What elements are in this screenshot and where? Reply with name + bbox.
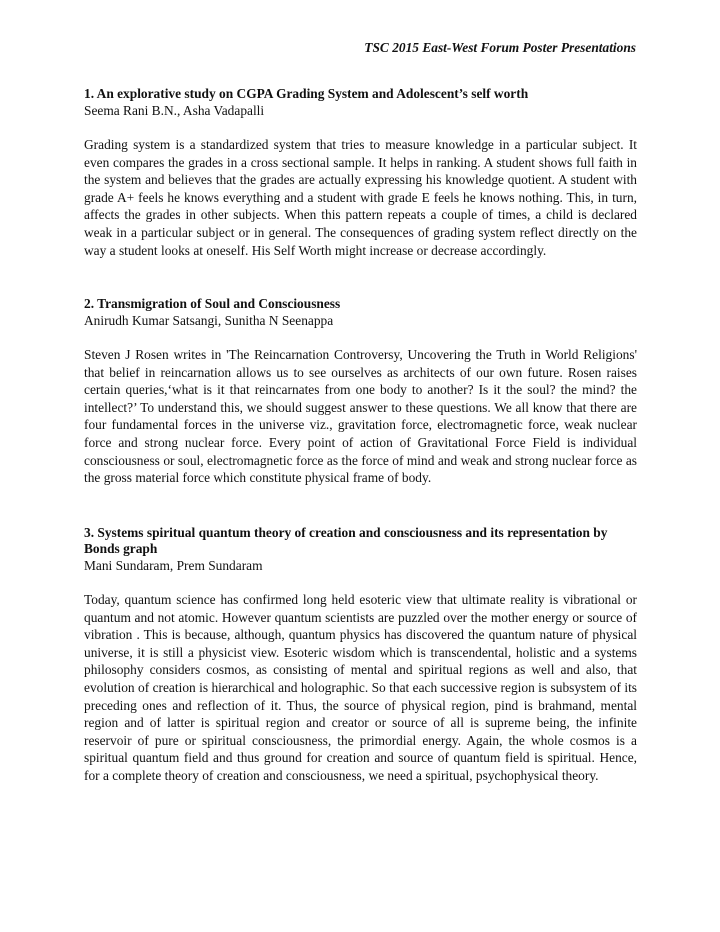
article-title: 3. Systems spiritual quantum theory of creation and consciousness and its representation by Bonds graph <box>84 525 608 556</box>
article-authors: Seema Rani B.N., Asha Vadapalli <box>84 103 265 118</box>
article-3 <box>84 525 637 785</box>
article-abstract: Today, quantum science has confirmed long held esoteric view that ultimate reality is vibrational or quantum and not atomic. However quantum scientists are puzzled over the mother energy or source of vibration . This is because, although, quantum physics has discovered the quantum nature of physical universe, it is still a physicist view. Esoteric wisdom which is transcendental, holistic and a systems philosophy considers cosmos, as consisting of mental and spiritual regions as well and also, that evolution of creation is hierarchical and holographic. So that each successive region is subsystem of its preceding ones and reflection of it. Thus, the source of physical region, pind is brahmand, mental region and of latter is spiritual region and creator or source of all is supreme being, the infinite reservoir of pure or spiritual consciousness, the primordial energy. Again, the whole cosmos is a spiritual quantum field and thus ground for creation and source of quantum field is spiritual. Hence, for a complete theory of creation and consciousness, we need a spiritual, psychophysical theory. <box>84 592 637 783</box>
running-header: TSC 2015 East-West Forum Poster Presentations <box>364 40 636 55</box>
article-authors: Anirudh Kumar Satsangi, Sunitha N Seenappa <box>84 313 334 328</box>
article-2 <box>84 296 637 487</box>
article-abstract: Steven J Rosen writes in 'The Reincarnation Controversy, Uncovering the Truth in World Religions' that belief in reincarnation allows us to see ourselves as architects of our own future. Rosen raises certain queries,‘what is it that reincarnates from one body to another? Is it the soul? the mind? the intellect?’ To understand this, we should suggest answer to these questions. We all know that there are four fundamental forces in the universe viz., gravitation force, electromagnetic force, weak nuclear force and strong nuclear force. Every point of action of Gravitational Force Field is individual consciousness or soul, electromagnetic force as the force of mind and weak and strong nuclear force as the gross material force which constitute physical frame of body. <box>84 347 637 486</box>
article-title: 2. Transmigration of Soul and Consciousness <box>84 296 341 311</box>
article-authors: Mani Sundaram, Prem Sundaram <box>84 558 263 573</box>
article-title: 1. An explorative study on CGPA Grading System and Adolescent’s self worth <box>84 86 529 101</box>
article-abstract: Grading system is a standardized system that tries to measure knowledge in a particular subject. It even compares the grades in a cross sectional sample. It helps in ranking. A student shows full faith in the system and believes that the grades are actually expressing his knowledge quotient. A student with grade A+ feels he knows everything and a student with grade E feels he knows nothing. This, in turn, affects the grades in other subjects. When this pattern repeats a couple of times, a child is declared weak in a particular subject or in general. The consequences of grading system reflect directly on the way a student looks at oneself. His Self Worth might increase or decrease accordingly. <box>84 137 637 258</box>
article-1 <box>84 86 637 259</box>
